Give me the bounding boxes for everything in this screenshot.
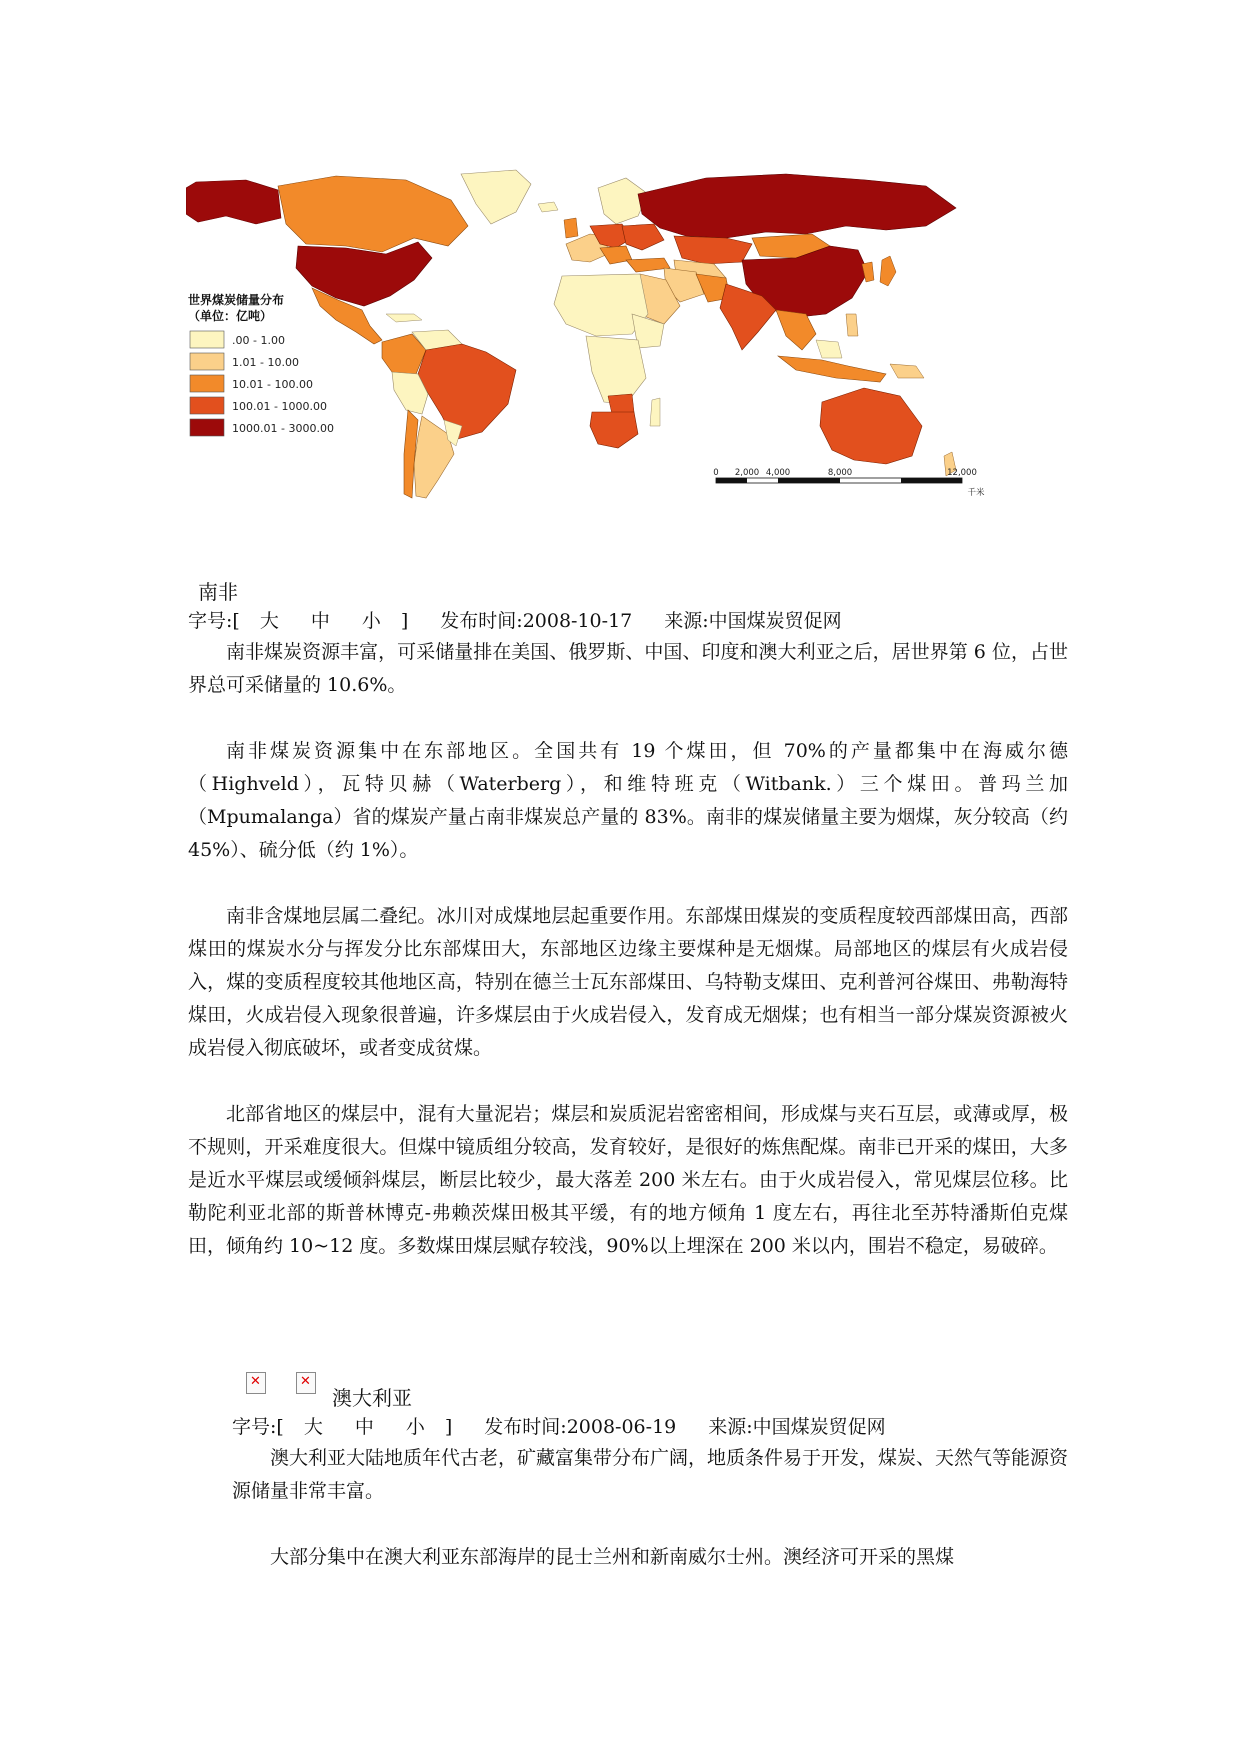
font-size-small-link[interactable]: 小 bbox=[405, 1416, 425, 1438]
legend-label: .00 - 1.00 bbox=[232, 334, 285, 347]
font-size-small-link[interactable]: 小 bbox=[361, 610, 381, 632]
world-coal-reserve-map bbox=[186, 164, 1018, 504]
region-uk bbox=[564, 218, 578, 238]
legend-swatch bbox=[190, 353, 224, 370]
legend-label: 100.01 - 1000.00 bbox=[232, 400, 327, 413]
scale-unit: 千米 bbox=[967, 488, 985, 498]
legend-label: 1.01 - 10.00 bbox=[232, 356, 299, 369]
font-size-close: ] bbox=[444, 1416, 453, 1438]
article-title: 南非 bbox=[198, 580, 238, 604]
paragraph: 北部省地区的煤层中，混有大量泥岩；煤层和炭质泥岩密密相间，形成煤与夹石互层，或薄或厚，极不规则，开采难度很大。但煤中镜质组分较高，发育较好，是很好的炼焦配煤。南非已开采的煤田，大多是近水平煤层或缓倾斜煤层，断层比较少，最大落差 200 米左右。由于火成岩侵入，常见煤层位移。比勒陀利亚北部的斯普林博克-弗赖茨煤田极其平缓，有的地方倾角 1 度左右，再往北至苏特潘斯伯克煤田，倾角约 10~12 度。多数煤田煤层赋存较浅，90%以上埋深在 200 米以内，围岩不稳定，易破碎。 bbox=[188, 1103, 1068, 1257]
map-svg bbox=[186, 164, 1018, 504]
paragraph: 澳大利亚大陆地质年代古老，矿藏富集带分布广阔，地质条件易于开发，煤炭、天然气等能源资源储量非常丰富。 bbox=[232, 1447, 1069, 1502]
article-south-africa bbox=[188, 578, 1068, 1263]
region-iceland bbox=[538, 202, 558, 212]
article-title: 澳大利亚 bbox=[332, 1386, 412, 1410]
legend-unit: （单位：亿吨） bbox=[188, 309, 273, 323]
legend-swatch bbox=[190, 375, 224, 392]
paragraph: 南非煤炭资源集中在东部地区。全国共有 19 个煤田，但 70%的产量都集中在海威尔德（Highveld），瓦特贝赫（Waterberg），和维特班克（Witbank.）三个煤田。普玛兰加（Mpumalanga）省的煤炭产量占南非煤炭总产量的 83%。南非的煤炭储量主要为烟煤，灰分较高（约 45%）、硫分低（约 1%）。 bbox=[188, 740, 1068, 861]
font-size-large-link[interactable]: 大 bbox=[259, 610, 279, 632]
font-size-medium-link[interactable]: 中 bbox=[310, 610, 330, 632]
legend-label: 1000.01 - 3000.00 bbox=[232, 422, 334, 435]
article-source: 来源:中国煤炭贸促网 bbox=[664, 610, 842, 632]
article-source: 来源:中国煤炭贸促网 bbox=[708, 1416, 886, 1438]
region-zimbabwe bbox=[608, 394, 634, 414]
region-philippines bbox=[846, 314, 858, 336]
font-size-large-link[interactable]: 大 bbox=[303, 1416, 323, 1438]
legend-swatch bbox=[190, 419, 224, 436]
publish-date: 发布时间:2008-10-17 bbox=[440, 610, 633, 632]
publish-date: 发布时间:2008-06-19 bbox=[484, 1416, 677, 1438]
paragraph: 大部分集中在澳大利亚东部海岸的昆士兰州和新南威尔士州。澳经济可开采的黑煤 bbox=[270, 1546, 955, 1568]
article-meta bbox=[232, 1412, 1068, 1442]
scale-tick-4: 12,000 bbox=[947, 468, 977, 478]
font-size-label: 字号:[ bbox=[232, 1416, 284, 1438]
font-size-close: ] bbox=[400, 610, 409, 632]
article-australia bbox=[232, 1384, 1068, 1574]
scale-tick-3: 8,000 bbox=[827, 468, 853, 478]
scale-tick-1: 2,000 bbox=[734, 468, 760, 478]
legend-swatch bbox=[190, 331, 224, 348]
legend-title: 世界煤炭储量分布 bbox=[188, 293, 285, 307]
region-alaska bbox=[186, 180, 281, 224]
paragraph: 南非含煤地层属二叠纪。冰川对成煤地层起重要作用。东部煤田煤炭的变质程度较西部煤田高，西部煤田的煤炭水分与挥发分比东部煤田大，东部地区边缘主要煤种是无烟煤。局部地区的煤层有火成岩侵入，煤的变质程度较其他地区高，特别在德兰士瓦东部煤田、乌特勒支煤田、克利普河谷煤田、弗勒海特煤田，火成岩侵入现象很普遍，许多煤层由于火成岩侵入，发育成无烟煤；也有相当一部分煤炭资源被火成岩侵入彻底破坏，或者变成贫煤。 bbox=[188, 905, 1068, 1059]
legend-label: 10.01 - 100.00 bbox=[232, 378, 313, 391]
article-meta bbox=[188, 606, 1068, 636]
paragraph: 南非煤炭资源丰富，可采储量排在美国、俄罗斯、中国、印度和澳大利亚之后，居世界第 6 位，占世界总可采储量的 10.6%。 bbox=[188, 641, 1068, 696]
legend-swatch bbox=[190, 397, 224, 414]
scale-tick-2: 4,000 bbox=[765, 468, 791, 478]
font-size-label: 字号:[ bbox=[188, 610, 240, 632]
scale-tick-0: 0 bbox=[713, 468, 719, 478]
font-size-medium-link[interactable]: 中 bbox=[354, 1416, 374, 1438]
